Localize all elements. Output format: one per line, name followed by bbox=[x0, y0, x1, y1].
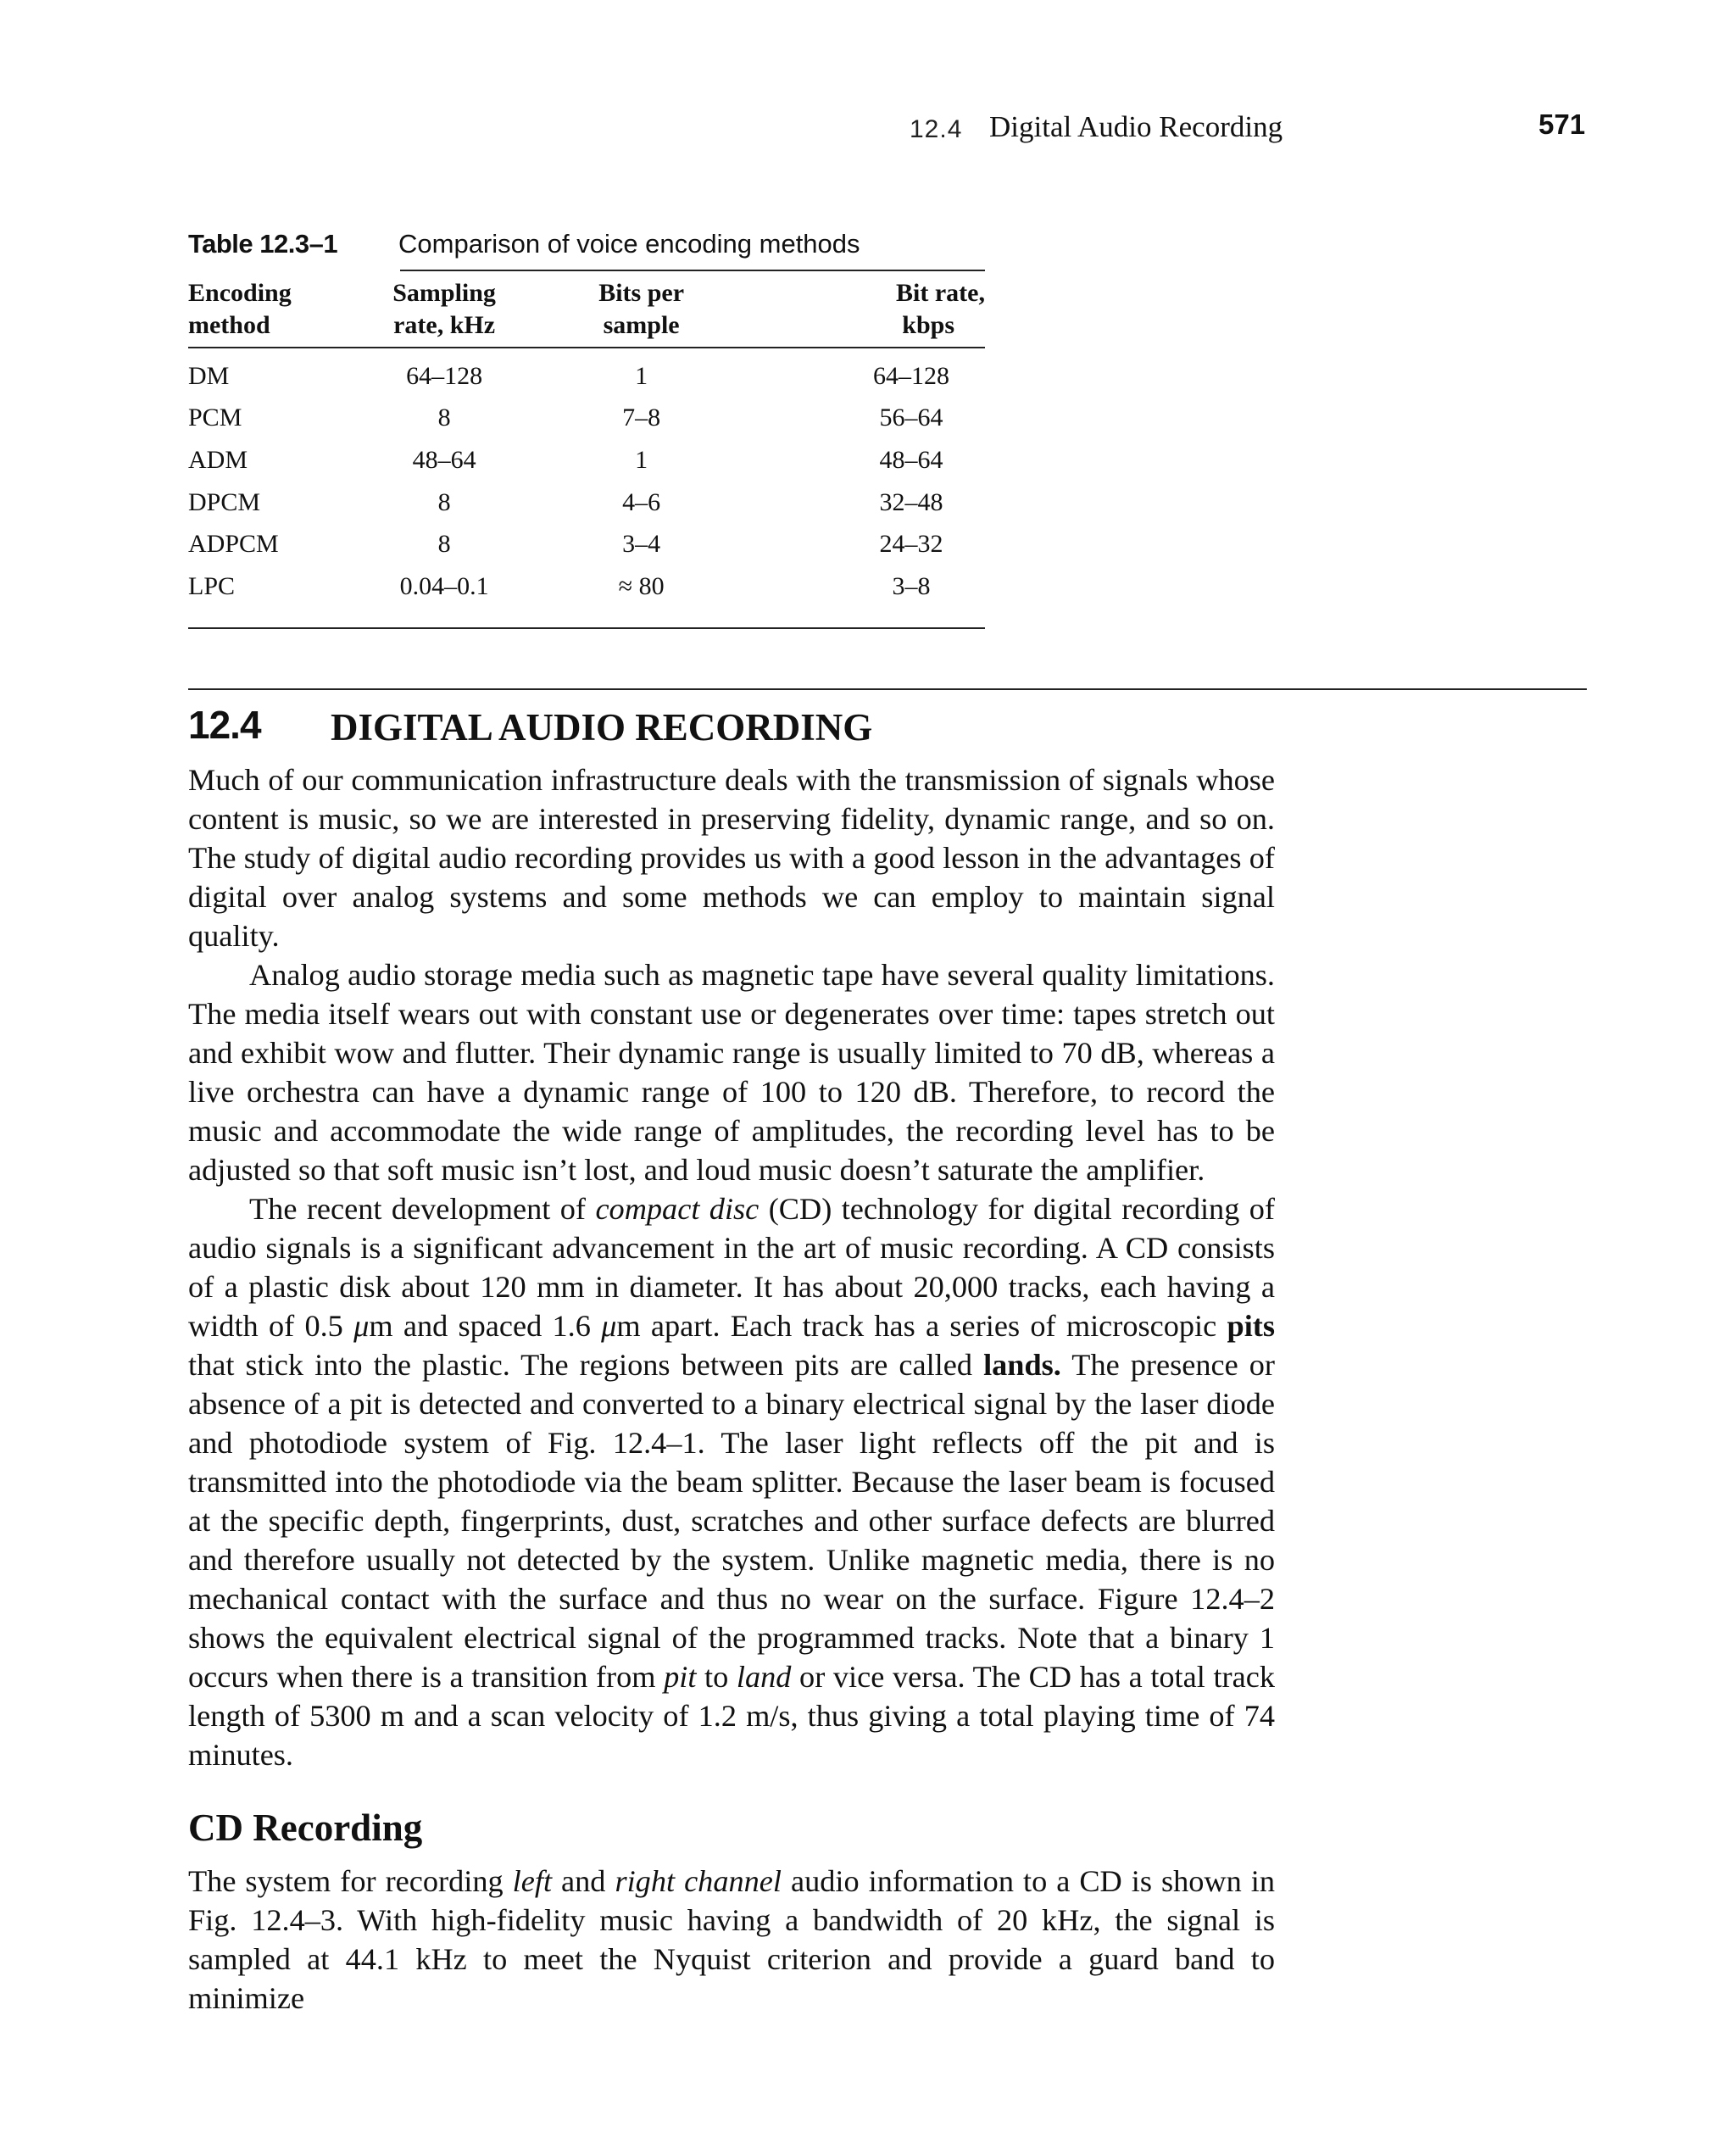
mu-symbol: μ bbox=[601, 1309, 617, 1343]
table-bottom-rule bbox=[188, 627, 985, 629]
paragraph: The system for recording left and right channel audio information to a CD is shown in Fig. 12.4–3. With high-fidelity music having a bandwidth of 20 kHz, the signal is sampled at 44.1 kHz to meet the Nyquist criterion and provide a guard band to minimize bbox=[188, 1864, 1275, 2015]
table-row bbox=[188, 523, 985, 565]
paragraph: Analog audio storage media such as magnetic tape have several quality limitations. The media itself wears out with constant use or degenerates over time: tapes stretch out and exhibit wow and flutter. Their dynamic range is usually limited to 70 dB, whereas a live orchestra can have a dynamic range of 100 to 120 dB. Therefore, to record the music and accommodate the wide range of amplitudes, the recording level has to be adjusted so that soft music isn’t lost, and loud music doesn’t saturate the amplifier. bbox=[188, 958, 1275, 1187]
table-cell: 56–64 bbox=[879, 404, 943, 432]
section-heading bbox=[188, 702, 1290, 753]
table-cell: 48–64 bbox=[412, 445, 476, 474]
section-title: DIGITAL AUDIO RECORDING bbox=[331, 706, 873, 749]
table-cell: DM bbox=[188, 361, 230, 390]
table-cell: 48–64 bbox=[879, 445, 943, 474]
table-row bbox=[188, 348, 985, 398]
table-cell: 0.04–0.1 bbox=[399, 571, 489, 600]
header-encoding-method: Encoding method bbox=[188, 279, 292, 339]
mu-symbol: μ bbox=[353, 1309, 370, 1343]
table-title: Comparison of voice encoding methods bbox=[398, 229, 860, 259]
emphasis: right channel bbox=[615, 1864, 782, 1898]
table-header-rule bbox=[188, 347, 985, 348]
term-lands: lands. bbox=[983, 1348, 1061, 1382]
table-cell: 8 bbox=[437, 487, 451, 516]
table-cell: 64–128 bbox=[406, 361, 483, 390]
table-header-row bbox=[188, 277, 985, 348]
table-cell: 24–32 bbox=[879, 530, 943, 559]
table-row bbox=[188, 565, 985, 608]
running-head-section-number: 12.4 bbox=[910, 115, 963, 143]
table-cell: 32–48 bbox=[879, 487, 943, 516]
emphasis: left bbox=[512, 1864, 553, 1898]
encoding-comparison-table bbox=[188, 277, 985, 608]
header-bits-per-sample: Bits per sample bbox=[598, 279, 685, 339]
header-sampling-rate: Sampling rate, kHz bbox=[392, 279, 496, 339]
term-pits: pits bbox=[1227, 1309, 1275, 1343]
table-cell: 4–6 bbox=[622, 487, 661, 516]
paragraph: The recent development of compact disc (CD) technology for digital recording of audio signals is a significant advancement in the art of music recording. A CD consists of a plastic disk about 120 mm in diameter. It has about 20,000 tracks, each having a width of 0.5 μm and spaced 1.6 μm apart. Each track has a series of microscopic pits that stick into the plastic. The regions between pits are called lands. The presence or absence of a pit is detected and converted to a binary electrical signal by the laser diode and photodiode system of Fig. 12.4–1. The laser light reflects off the pit and is transmitted into the photodiode via the beam splitter. Because the laser beam is focused at the specific depth, fingerprints, dust, scratches and other surface defects are blurred and therefore usually not detected by the system. Unlike magnetic media, there is no mechanical contact with the surface and thus no wear on the surface. Figure 12.4–2 shows the equivalent electrical signal of the programmed tracks. Note that a binary 1 occurs when there is a transition from pit to land or vice versa. The CD has a total track length of 5300 m and a scan velocity of 1.2 m/s, thus giving a total playing time of 74 minutes. bbox=[188, 1192, 1275, 1772]
table-cell: 64–128 bbox=[872, 361, 949, 390]
table-cell: ADM bbox=[188, 445, 248, 474]
emphasis: pit bbox=[664, 1660, 697, 1694]
table-cell: PCM bbox=[188, 404, 242, 432]
page-number: 571 bbox=[1538, 109, 1586, 140]
table-row bbox=[188, 398, 985, 440]
table-top-rule bbox=[400, 270, 985, 271]
table-cell: 3–8 bbox=[892, 571, 931, 600]
table-cell: 8 bbox=[437, 404, 451, 432]
section-body bbox=[188, 760, 1275, 1774]
paragraph: Much of our communication infrastructure deals with the transmission of signals whose content is music, so we are interested in preserving fidelity, dynamic range, and so on. The study of digital audio recording provides us with a good lesson in the advantages of digital over analog systems and some methods we can employ to maintain signal quality. bbox=[188, 763, 1275, 953]
table-cell: ≈ 80 bbox=[618, 571, 665, 600]
table-cell: DPCM bbox=[188, 487, 261, 516]
subsection-title: CD Recording bbox=[188, 1807, 423, 1849]
running-head-section-title: Digital Audio Recording bbox=[989, 110, 1283, 143]
table-cell: 8 bbox=[437, 530, 451, 559]
running-head bbox=[0, 109, 1736, 149]
table-cell: ADPCM bbox=[188, 530, 279, 559]
subsection-body bbox=[188, 1862, 1275, 2018]
table-row bbox=[188, 482, 985, 524]
table-cell: 1 bbox=[635, 361, 648, 390]
table-cell: LPC bbox=[188, 571, 236, 600]
emphasis: compact disc bbox=[595, 1192, 760, 1226]
table-cell: 3–4 bbox=[622, 530, 661, 559]
table-label: Table 12.3–1 bbox=[188, 229, 338, 259]
table-cell: 1 bbox=[635, 445, 648, 474]
section-number: 12.4 bbox=[188, 703, 261, 747]
table-row bbox=[188, 439, 985, 482]
header-bit-rate: Bit rate, kbps bbox=[896, 279, 985, 339]
section-divider bbox=[188, 688, 1587, 690]
table-caption bbox=[188, 229, 985, 263]
table-cell: 7–8 bbox=[622, 404, 661, 432]
emphasis: land bbox=[736, 1660, 792, 1694]
